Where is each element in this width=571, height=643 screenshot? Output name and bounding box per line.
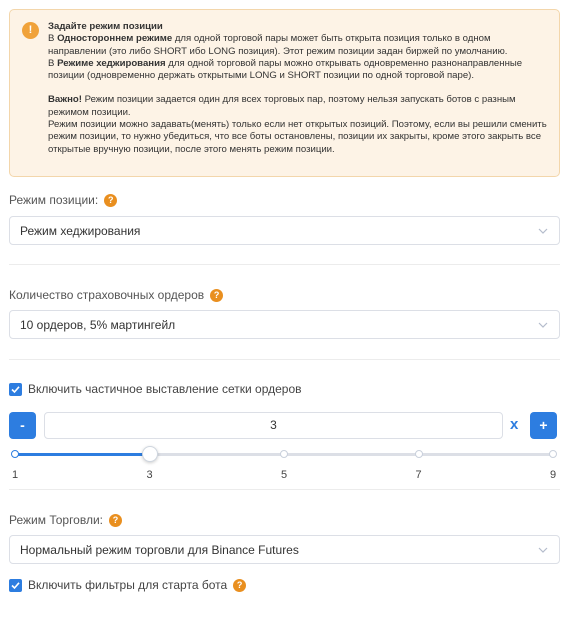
slider-tick-label: 1 — [11, 469, 19, 481]
slider-tick-label: 7 — [415, 469, 422, 481]
slider-stop[interactable] — [280, 450, 288, 458]
trading-mode-select[interactable] — [9, 535, 560, 564]
slider-stop[interactable] — [415, 450, 423, 458]
slider-fill — [15, 453, 150, 456]
filters-checkbox[interactable] — [9, 579, 22, 592]
position-mode-alert — [9, 9, 560, 177]
chevron-down-icon — [537, 319, 549, 331]
slider-tick-label: 9 — [549, 469, 557, 481]
chevron-down-icon — [537, 225, 549, 237]
grid-slider[interactable] — [15, 453, 553, 456]
slider-tick-label: 3 — [146, 469, 153, 481]
divider — [9, 359, 560, 360]
partial-grid-checkbox-row[interactable] — [9, 382, 302, 396]
alert-paragraph-important: Важно! Режим позиции задается один для всех торговых пар, поэтому нельзя запускать ботов с разным режимом позиции. — [48, 94, 516, 118]
warning-icon: ! — [22, 22, 39, 39]
divider — [9, 489, 560, 490]
chevron-down-icon — [537, 544, 549, 556]
safety-orders-label: Количество страховочных ордеров ? — [9, 288, 223, 302]
slider-tick-label: 5 — [280, 469, 288, 481]
position-mode-select[interactable] — [9, 216, 560, 245]
partial-grid-checkbox[interactable] — [9, 383, 22, 396]
position-mode-value: Режим хеджирования — [20, 224, 141, 238]
trading-mode-value: Нормальный режим торговли для Binance Futures — [20, 543, 299, 557]
alert-paragraph-hedge: В Режиме хеджирования для одной торговой пары можно открывать одновременно разнонаправленные позиции (одновременно держать открытыми LONG и SHORT позиции по одной торговой паре). — [48, 57, 523, 82]
decrement-button[interactable]: - — [9, 412, 36, 439]
slider-stop[interactable] — [549, 450, 557, 458]
alert-paragraph-oneway: В Одностороннем режиме для одной торговой пары может быть открыта позиция только в одном направлении (это либо SHORT ибо LONG позиция). Этот режим позиции задан биржей по умолчанию. — [48, 33, 508, 57]
slider-handle[interactable] — [142, 446, 158, 462]
increment-button[interactable]: + — [530, 412, 557, 439]
help-icon[interactable]: ? — [104, 194, 117, 207]
filters-checkbox-row[interactable] — [9, 578, 246, 592]
alert-paragraph-change: Режим позиции можно задавать(менять) только если нет открытых позиций. Поэтому, если вы решили сменить режим позиции, то нужно убедиться, что все боты остановлены, позиции их закрыты, кроме этого закрыть все открытые вручную позиции, после этого менять режим позиции. — [48, 119, 547, 155]
filters-checkbox-label: Включить фильтры для старта бота — [28, 578, 228, 592]
safety-orders-select[interactable] — [9, 310, 560, 339]
alert-title: Задайте режим позиции — [48, 21, 163, 32]
help-icon[interactable]: ? — [109, 514, 122, 527]
position-mode-label: Режим позиции: ? — [9, 193, 117, 207]
check-icon — [11, 385, 20, 394]
divider — [9, 264, 560, 265]
trading-mode-label: Режим Торговли: ? — [9, 513, 122, 527]
alert-body — [48, 21, 547, 156]
slider-stop[interactable] — [11, 450, 19, 458]
safety-orders-value: 10 ордеров, 5% мартингейл — [20, 318, 176, 332]
grid-count-input[interactable]: 3 — [44, 412, 503, 439]
partial-grid-checkbox-label: Включить частичное выставление сетки ордеров — [28, 382, 302, 396]
multiplier-x-label: x — [510, 416, 519, 433]
check-icon — [11, 581, 20, 590]
help-icon[interactable]: ? — [210, 289, 223, 302]
help-icon[interactable]: ? — [233, 579, 246, 592]
